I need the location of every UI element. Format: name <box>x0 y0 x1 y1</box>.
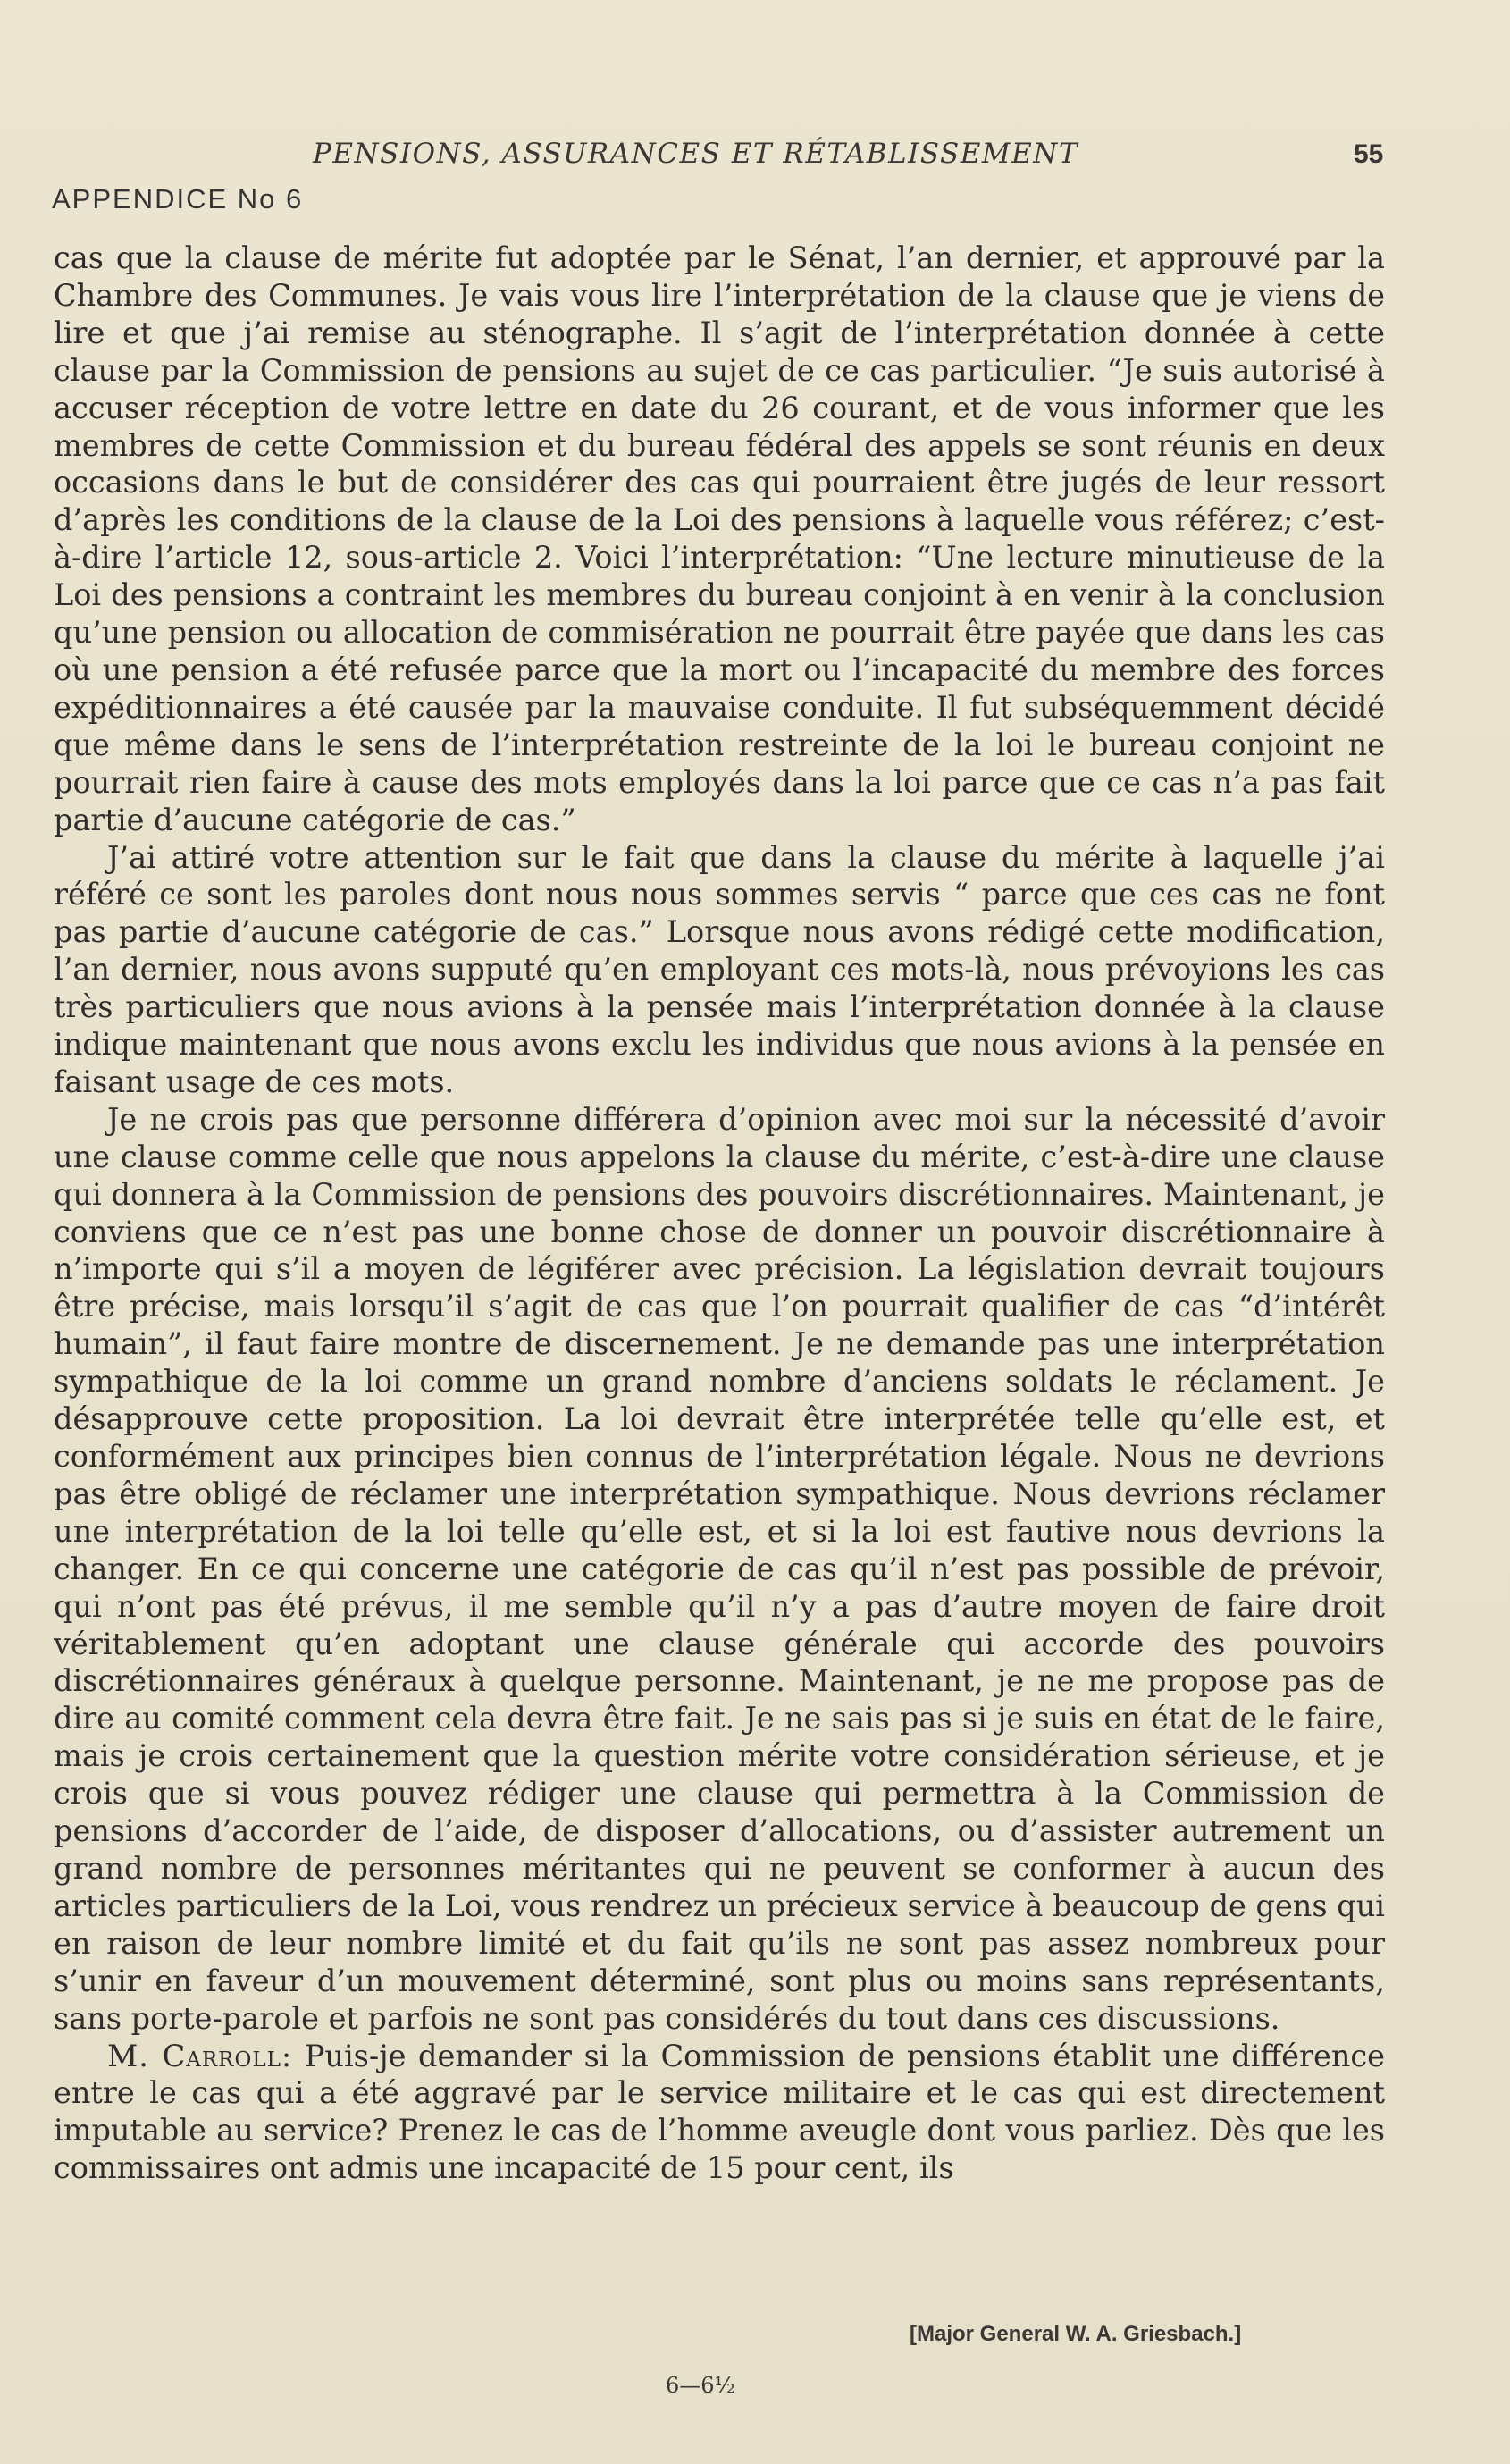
paragraph-3: Je ne crois pas que personne différera d’opinion avec moi sur la nécessité d’avoir une clause comme celle que nous appelons la clause du mérite, c’est-à-dire une clause qui donnera à la Commission de pensions des pouvoirs discrétionnaires. Maintenant, je conviens que ce n’est pas une bonne chose de donner un pouvoir discrétionnaire à n’importe qui s’il a moyen de légiférer avec précision. La législation devrait toujours être précise, mais lorsqu’il s’agit de cas que l’on pourrait qualifier de cas “d’intérêt humain”, il faut faire montre de discernement. Je ne demande pas une interprétation sympathique de la loi comme un grand nombre d’anciens soldats le réclament. Je désapprouve cette proposition. La loi devrait être interprétée telle qu’elle est, et conformément aux principes bien connus de l’interprétation légale. Nous ne devrions pas être obligé de réclamer une interprétation sympathique. Nous devrions réclamer une interprétation de la loi telle qu’elle est, et si la loi est fautive nous devrions la changer. En ce qui concerne une catégorie de cas qu’il n’est pas possible de prévoir, qui n’ont pas été prévus, il me semble qu’il n’y a pas d’autre moyen de faire droit véritablement qu’en adoptant une clause générale qui accorde des pouvoirs discrétionnaires généraux à quelque personne. Maintenant, je ne me propose pas de dire au comité comment cela devra être fait. Je ne sais pas si je suis en état de le faire, mais je crois certainement que la question mérite votre considération sérieuse, et je crois que si vous pouvez rédiger une clause qui permettra à la Commission de pensions d’accorder de l’aide, de disposer d’allocations, ou d’assister autrement un grand nombre de personnes méritantes qui ne peuvent se conformer à aucun des articles particuliers de la Loi, vous rendrez un précieux service à beaucoup de gens qui en raison de leur nombre limité et du fait qu’ils ne sont pas assez nombreux pour s’unir en faveur d’un mouvement déterminé, sont plus ou moins sans représentants, sans porte-parole et parfois ne sont pas considérés du tout dans ces discussions. <box>54 1101 1385 2036</box>
appendix-label: APPENDICE No 6 <box>52 183 304 214</box>
running-title: PENSIONS, ASSURANCES ET RÉTABLISSEMENT <box>313 138 1079 170</box>
speaker-name: M. Carroll: <box>107 2038 293 2073</box>
running-head <box>0 138 1510 177</box>
printer-signature-mark: 6—6½ <box>666 2373 735 2398</box>
paragraph-1: cas que la clause de mérite fut adoptée par le Sénat, l’an dernier, et approuvé par la Chambre des Communes. Je vais vous lire l’interprétation de la clause que je viens de lire et que j’ai remise au sténographe. Il s’agit de l’interprétation donnée à cette clause par la Commission de pensions au sujet de ce cas particulier. “Je suis autorisé à accuser réception de votre lettre en date du 26 courant, et de vous informer que les membres de cette Commission et du bureau fédéral des appels se sont réunis en deux occasions dans le but de considérer des cas qui pourraient être jugés de leur ressort d’après les conditions de la clause de la Loi des pensions à laquelle vous référez; c’est-à-dire l’article 12, sous-article 2. Voici l’interprétation: “Une lecture minutieuse de la Loi des pensions a contraint les membres du bureau conjoint à en venir à la conclusion qu’une pension ou allocation de commisération ne pourrait être payée que dans les cas où une pension a été refusée parce que la mort ou l’incapacité du membre des forces expéditionnaires a été causée par la mauvaise conduite. Il fut subséquemment décidé que même dans le sens de l’interprétation restreinte de la loi le bureau conjoint ne pourrait rien faire à cause des mots employés dans la loi parce que ce cas n’a pas fait partie d’aucune catégorie de cas.” <box>54 240 1385 837</box>
page-number: 55 <box>1354 139 1384 169</box>
paragraph-2: J’ai attiré votre attention sur le fait que dans la clause du mérite à laquelle j’ai référé ce sont les paroles dont nous nous sommes servis “ parce que ces cas ne font pas partie d’aucune catégorie de cas.” Lorsque nous avons rédigé cette modification, l’an dernier, nous avons supputé qu’en employant ces mots-là, nous prévoyions les cas très particuliers que nous avions à la pensée mais l’interprétation donnée à la clause indique maintenant que nous avons exclu les individus que nous avions à la pensée en faisant usage de ces mots. <box>54 839 1385 1099</box>
paragraph-4-text: Puis-je demander si la Commission de pensions établit une différence entre le cas qui a été aggravé par le service militaire et le cas qui est directement imputable au service? Prenez le cas de l’homme aveugle dont vous parliez. Dès que les commissaires ont admis une incapacité de 15 pour cent, ils <box>54 2038 1386 2186</box>
speaker-attribution: [Major General W. A. Griesbach.] <box>910 2322 1242 2346</box>
body-text <box>54 240 1385 2187</box>
paragraph-4 <box>54 2038 1385 2188</box>
